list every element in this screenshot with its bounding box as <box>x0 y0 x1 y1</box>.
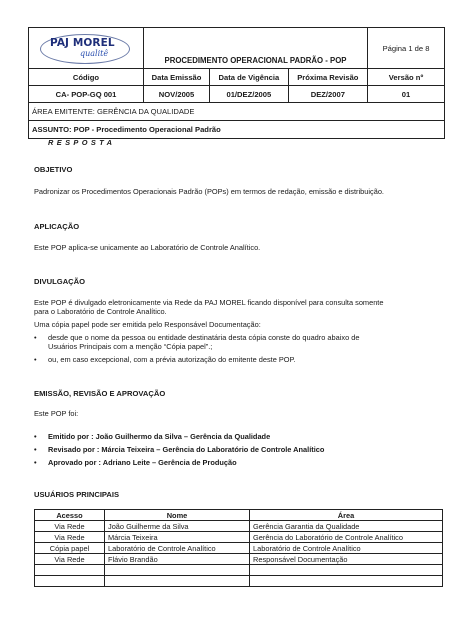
divulgacao-heading: DIVULGAÇÃO <box>34 277 86 286</box>
company-logo <box>36 33 136 63</box>
bullet-icon: • <box>34 432 37 441</box>
divulgacao-bullet-1 <box>34 333 359 342</box>
cell-area <box>250 565 443 576</box>
logo-sub: qualitê <box>80 49 109 58</box>
cell-area: Laboratório de Controle Analítico <box>250 543 443 554</box>
emissao-item-1 <box>34 432 270 441</box>
table-row <box>35 576 443 587</box>
cell-area: Responsável Documentação <box>250 554 443 565</box>
divulgacao-p2: Uma cópia papel pode ser emitida pelo Responsável Documentação: <box>34 320 261 329</box>
emissao-intro: Este POP foi: <box>34 409 79 418</box>
bullet-icon: • <box>34 355 37 364</box>
emissao-item-2 <box>34 445 324 454</box>
bullet-icon: • <box>34 333 37 342</box>
table-row <box>35 554 443 565</box>
bullet-icon: • <box>34 445 37 454</box>
emissao-aprovado: Aprovado por : Adriano Leite – Gerência de Produção <box>48 458 237 467</box>
divulgacao-bullet-2 <box>34 355 296 364</box>
cell-acesso: Via Rede <box>35 554 105 565</box>
objetivo-heading: OBJETIVO <box>34 165 73 174</box>
area-emitente: ÁREA EMITENTE: GERÊNCIA DA QUALIDADE <box>29 103 445 121</box>
objetivo-text: Padronizar os Procedimentos Operacionais Padrão (POPs) em termos de redação, emissão e distribuição. <box>34 187 384 196</box>
document-header <box>28 27 445 139</box>
logo-cell <box>29 28 144 69</box>
cell-area: Gerência Garantia da Qualidade <box>250 521 443 532</box>
cell-acesso: Via Rede <box>35 532 105 543</box>
usuarios-header-row <box>35 510 443 521</box>
aplicacao-text: Este POP aplica-se unicamente ao Laboratório de Controle Analítico. <box>34 243 261 252</box>
resposta-label: RESPOSTA <box>48 138 116 147</box>
cell-area: Gerência do Laboratório de Controle Analítico <box>250 532 443 543</box>
emissao-revisado: Revisado por : Márcia Teixeira – Gerência do Laboratório de Controle Analítico <box>48 445 325 454</box>
cell-acesso: Cópia papel <box>35 543 105 554</box>
divulgacao-p1-line1: Este POP é divulgado eletronicamente via Rede da PAJ MOREL ficando disponível para consulta somente <box>34 298 384 307</box>
document-title: PROCEDIMENTO OPERACIONAL PADRÃO - POP <box>144 28 368 69</box>
cell-area <box>250 576 443 587</box>
col-data-vigencia: Data de Vigência <box>210 69 289 86</box>
header-values-row <box>29 86 445 103</box>
th-nome: Nome <box>105 510 250 521</box>
cell-nome: Laboratório de Controle Analítico <box>105 543 250 554</box>
col-codigo: Código <box>29 69 144 86</box>
divulgacao-p1-line2: para o Laboratório de Controle Analítico. <box>34 307 167 316</box>
cell-nome <box>105 576 250 587</box>
divulgacao-b1-line1: desde que o nome da pessoa ou entidade destinatária desta cópia conste do quadro abaixo de <box>48 333 360 342</box>
aplicacao-heading: APLICAÇÃO <box>34 222 80 231</box>
header-columns-row <box>29 69 445 86</box>
val-data-emissao: NOV/2005 <box>144 86 210 103</box>
val-codigo: CA- POP-GQ 001 <box>29 86 144 103</box>
cell-nome: João Guilherme da Silva <box>105 521 250 532</box>
assunto: ASSUNTO: POP - Procedimento Operacional Padrão <box>29 121 445 139</box>
table-row <box>35 543 443 554</box>
usuarios-heading: USUÁRIOS PRINCIPAIS <box>34 490 120 499</box>
emissao-emitido: Emitido por : João Guilhermo da Silva – Gerência da Qualidade <box>48 432 271 441</box>
cell-nome: Márcia Teixeira <box>105 532 250 543</box>
table-row <box>35 532 443 543</box>
cell-acesso <box>35 565 105 576</box>
col-proxima-revisao: Próxima Revisão <box>288 69 367 86</box>
emissao-heading: EMISSÃO, REVISÃO E APROVAÇÃO <box>34 389 166 398</box>
col-versao: Versão nº <box>368 69 445 86</box>
val-versao: 01 <box>368 86 445 103</box>
col-data-emissao: Data Emissão <box>144 69 210 86</box>
page-indicator: Página 1 de 8 <box>368 28 445 69</box>
bullet-icon: • <box>34 458 37 467</box>
cell-nome: Flávio Brandão <box>105 554 250 565</box>
table-row <box>35 565 443 576</box>
divulgacao-b2: ou, em caso excepcional, com a prévia autorização do emitente deste POP. <box>48 355 296 364</box>
val-proxima-revisao: DEZ/2007 <box>288 86 367 103</box>
cell-acesso <box>35 576 105 587</box>
th-acesso: Acesso <box>35 510 105 521</box>
divulgacao-b1-line2: Usuários Principais com a menção “Cópia papel”.; <box>48 342 213 351</box>
usuarios-table <box>34 509 443 587</box>
emissao-item-3 <box>34 458 237 467</box>
cell-acesso: Via Rede <box>35 521 105 532</box>
table-row <box>35 521 443 532</box>
val-data-vigencia: 01/DEZ/2005 <box>210 86 289 103</box>
th-area: Área <box>250 510 443 521</box>
cell-nome <box>105 565 250 576</box>
logo-brand: PAJ MOREL <box>50 37 115 49</box>
